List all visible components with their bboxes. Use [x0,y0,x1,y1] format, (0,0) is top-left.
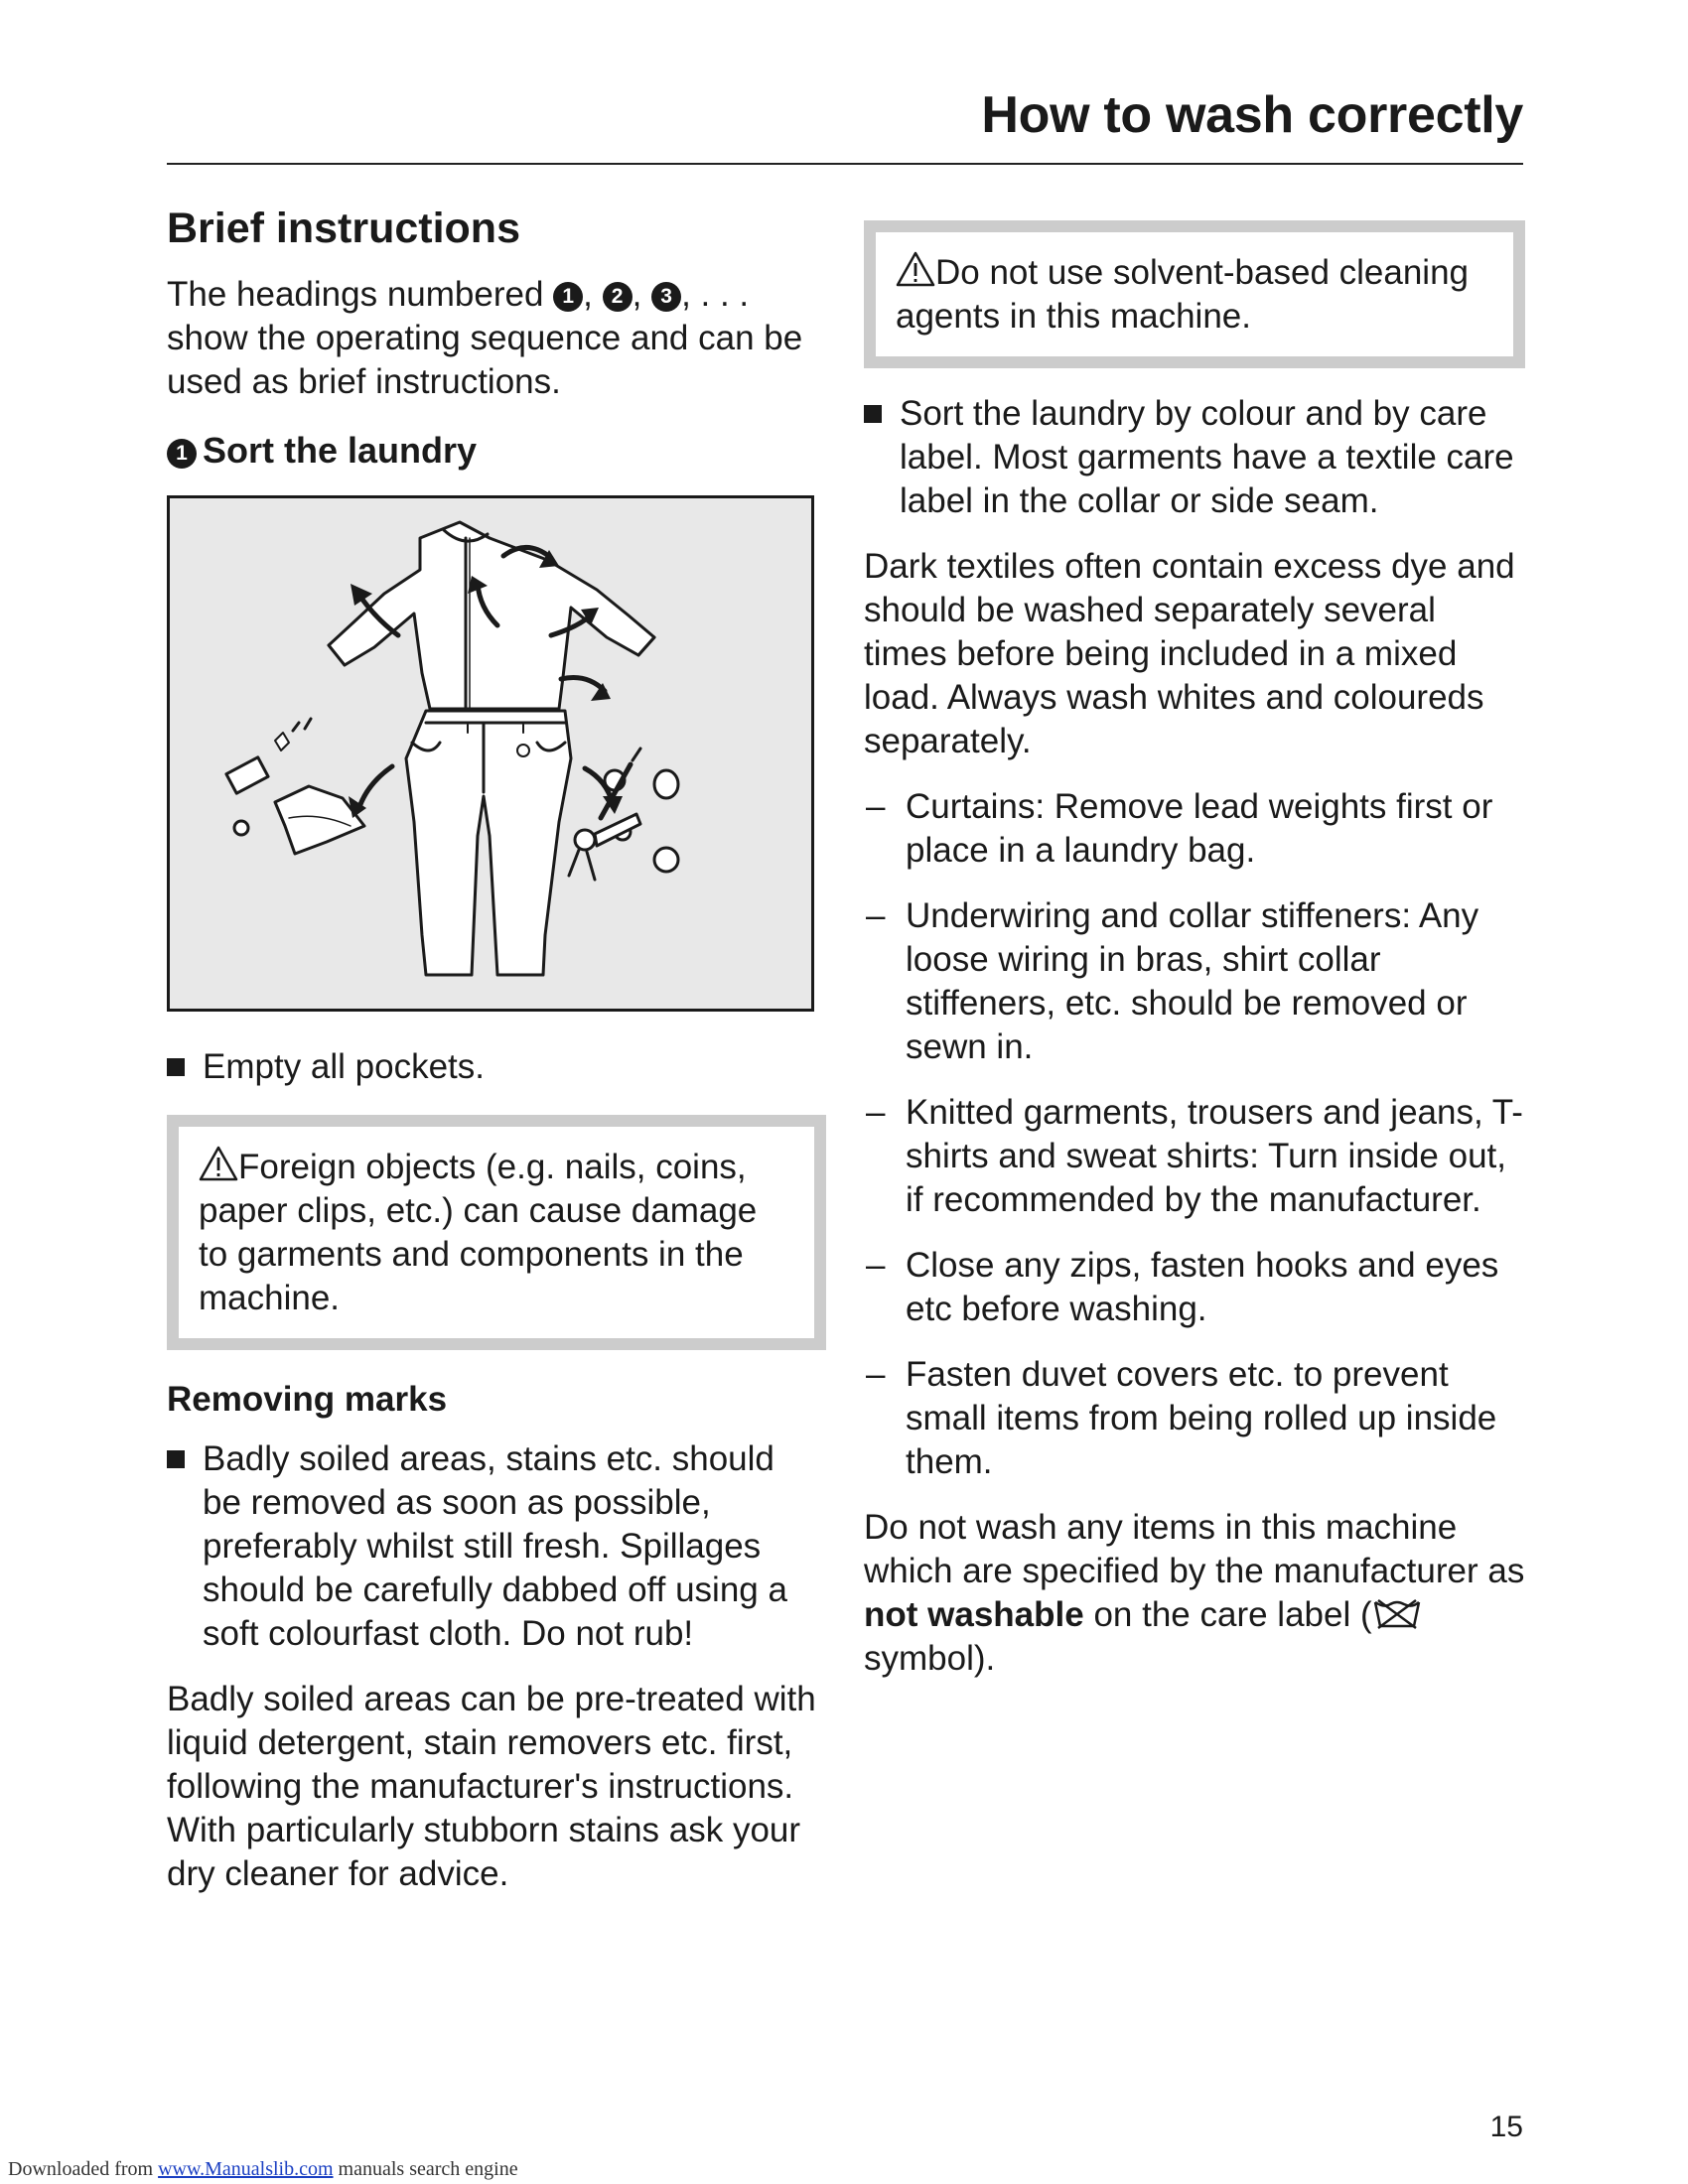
brief-instructions-heading: Brief instructions [167,205,520,252]
do-not-wash-icon [1372,1596,1422,1632]
step-number-3-badge: 3 [651,282,681,312]
dash-marker: – [866,1093,886,1132]
dash-item-curtains [864,785,1525,873]
sort-laundry-bullet [864,392,1525,523]
left-column [167,199,822,1896]
soiled-areas-text: Badly soiled areas, stains etc. should be removed as soon as possible, preferably whilst still fresh. Spillages should be carefully dabbed off using a soft colourfast cloth. Do not rub! [203,1439,787,1653]
footer-suffix: manuals search engine [333,2158,518,2180]
dash-item-text: Knitted garments, trousers and jeans, T-shirts and sweat shirts: Turn inside out, if recommended by the manufacturer. [906,1093,1523,1219]
dash-marker: – [866,1246,886,1285]
empty-pockets-illustration [170,498,811,1009]
foreign-objects-warning-text: Foreign objects (e.g. nails, coins, paper clips, etc.) can cause damage to garments and components in the machine. [199,1148,758,1317]
step-number-2-badge: 2 [603,282,633,312]
warning-triangle-icon [896,250,935,288]
empty-pockets-bullet [167,1045,822,1089]
soiled-areas-bullet [167,1437,822,1656]
step1-heading [167,430,822,472]
not-washable-mid: on the care label ( [1083,1595,1372,1634]
bullet-square-icon [167,1058,185,1076]
footer-prefix: Downloaded from [8,2158,159,2180]
empty-pockets-figure [167,495,814,1012]
dash-item-knitted [864,1091,1525,1222]
dash-item-zips [864,1244,1525,1331]
solvent-warning-text: Do not use solvent-based cleaning agents in this machine. [896,253,1470,336]
step1-number-badge: 1 [167,439,197,469]
dash-item-text: Close any zips, fasten hooks and eyes etc before washing. [906,1246,1499,1328]
solvent-warning-box [864,220,1525,368]
not-washable-bold: not washable [864,1595,1084,1634]
step-number-1-badge: 1 [553,282,583,312]
intro-suffix: , . . . show the operating sequence and can be used as brief instructions. [167,275,803,401]
not-washable-suffix: symbol). [864,1639,996,1678]
dash-item-text: Underwiring and collar stiffeners: Any loose wiring in bras, shirt collar stiffeners, etc. should be removed or sewn in. [906,896,1479,1066]
bullet-square-icon [167,1450,185,1468]
dash-marker: – [866,896,886,935]
pretreat-paragraph: Badly soiled areas can be pre-treated with liquid detergent, stain removers etc. first, following the manufacturer's instructions. With particularly stubborn stains ask your dry cleaner for advice. [167,1680,816,1893]
not-washable-paragraph [864,1506,1525,1681]
dash-item-underwiring [864,894,1525,1069]
title-divider [167,163,1523,165]
bullet-square-icon [864,405,882,423]
dark-textiles-paragraph: Dark textiles often contain excess dye and should be washed separately several times before being included in a mixed load. Always wash whites and coloureds separately. [864,547,1515,760]
right-column [864,220,1525,1681]
warning-triangle-icon [199,1145,238,1182]
manualslib-link[interactable]: www.Manualslib.com [158,2158,334,2180]
foreign-objects-warning-box [167,1115,826,1350]
empty-pockets-text: Empty all pockets. [203,1047,485,1086]
page-title: How to wash correctly [981,86,1523,144]
page-number: 15 [1489,2111,1523,2143]
dash-item-text: Curtains: Remove lead weights first or place in a laundry bag. [906,787,1493,870]
dash-item-duvet [864,1353,1525,1484]
not-washable-prefix: Do not wash any items in this machine which are specified by the manufacturer as [864,1508,1525,1590]
intro-prefix: The headings numbered [167,275,554,314]
intro-paragraph: The headings numbered 1 , 2 , 3 , . . . show the operating sequence and can be used as brief instructions. [167,275,803,401]
step1-title: Sort the laundry [203,430,478,471]
removing-marks-heading: Removing marks [167,1380,448,1419]
dash-marker: – [866,1355,886,1394]
download-footer [8,2158,518,2181]
sort-laundry-text: Sort the laundry by colour and by care label. Most garments have a textile care label in the collar or side seam. [900,394,1514,520]
dash-item-text: Fasten duvet covers etc. to prevent small items from being rolled up inside them. [906,1355,1497,1481]
dash-marker: – [866,787,886,826]
